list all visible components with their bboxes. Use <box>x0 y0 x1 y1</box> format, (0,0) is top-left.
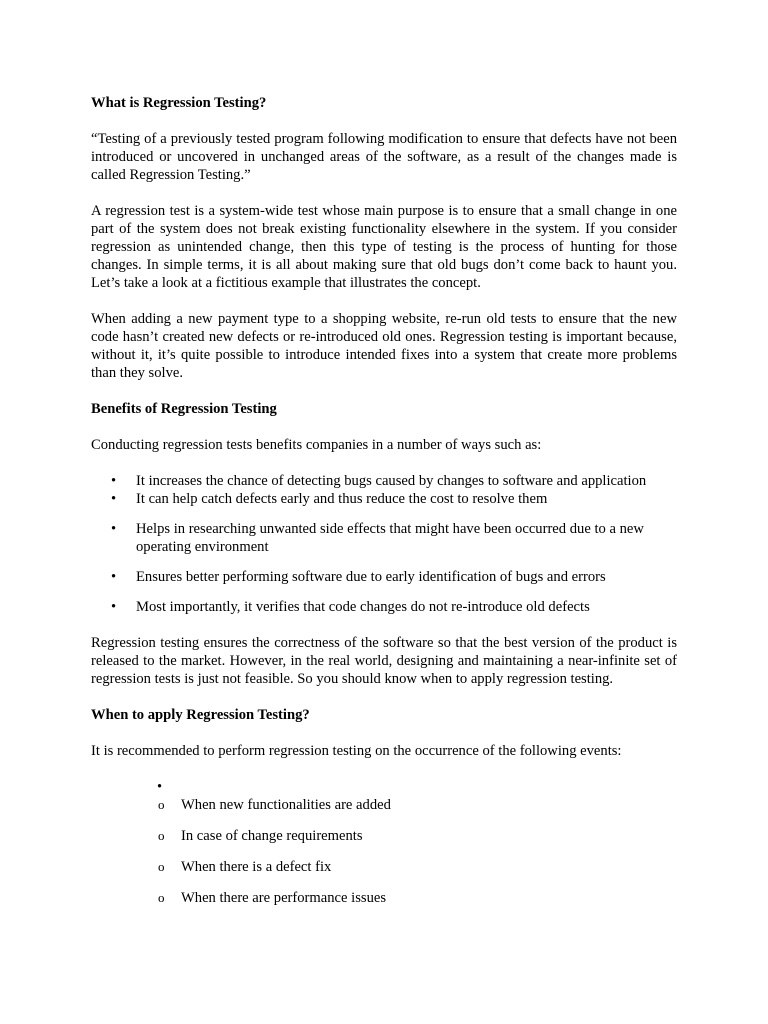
bullet-icon: • <box>111 521 117 537</box>
events-list <box>91 796 677 907</box>
heading-what-is-regression-testing: What is Regression Testing? <box>91 95 267 111</box>
bullet-icon: • <box>111 569 117 585</box>
benefits-list <box>91 472 677 616</box>
paragraph-intro: A regression test is a system-wide test whose main purpose is to ensure that a small change in one part of the system does not break existing functionality elsewhere in the system. If you consider regression as unintended change, then this type of testing is the process of hunting for those changes. In simple terms, it is all about making sure that old bugs don’t come back to haunt you. Let’s take a look at a fictitious example that illustrates the concept. <box>91 203 677 291</box>
benefit-text: It increases the chance of detecting bugs caused by changes to software and application <box>136 473 647 489</box>
empty-list-item <box>91 778 677 796</box>
circle-bullet-icon: o <box>158 890 165 905</box>
bullet-icon: • <box>157 779 163 795</box>
list-item <box>91 472 677 490</box>
bullet-icon: • <box>111 491 117 507</box>
benefit-text: It can help catch defects early and thus reduce the cost to resolve them <box>136 491 548 507</box>
event-text: When new functionalities are added <box>181 797 391 813</box>
heading-benefits: Benefits of Regression Testing <box>91 401 277 417</box>
bullet-icon: • <box>111 599 117 615</box>
list-item <box>91 796 677 814</box>
circle-bullet-icon: o <box>158 828 165 843</box>
benefit-text: Ensures better performing software due to early identification of bugs and errors <box>136 569 606 585</box>
list-item <box>91 858 677 876</box>
circle-bullet-icon: o <box>158 797 165 812</box>
list-item <box>91 520 677 556</box>
paragraph-correctness: Regression testing ensures the correctness of the software so that the best version of the product is released to the market. However, in the real world, designing and maintaining a near-infinite set of regression tests is just not feasible. So you should know when to apply regression testing. <box>91 635 677 687</box>
heading-when-to-apply: When to apply Regression Testing? <box>91 707 310 723</box>
list-item <box>91 827 677 845</box>
document-body <box>91 94 677 920</box>
event-text: When there are performance issues <box>181 890 387 906</box>
circle-bullet-icon: o <box>158 859 165 874</box>
list-item <box>91 490 677 508</box>
paragraph-example: When adding a new payment type to a shopping website, re-run old tests to ensure that the new code hasn’t created new defects or re-introduced old ones. Regression testing is important because, without it, it’s quite possible to introduce intended fixes into a system that create more problems than they solve. <box>91 311 677 381</box>
benefit-text: Most importantly, it verifies that code changes do not re-introduce old defects <box>136 599 590 615</box>
event-text: In case of change requirements <box>181 828 363 844</box>
apply-intro: It is recommended to perform regression testing on the occurrence of the following events: <box>91 743 622 759</box>
list-item <box>91 598 677 616</box>
list-item <box>91 889 677 907</box>
list-item <box>91 568 677 586</box>
definition-quote: “Testing of a previously tested program following modification to ensure that defects have not been introduced or uncovered in unchanged areas of the software, as a result of the changes made is called Regression Testing.” <box>91 131 677 183</box>
event-text: When there is a defect fix <box>181 859 332 875</box>
benefits-intro: Conducting regression tests benefits companies in a number of ways such as: <box>91 437 542 453</box>
benefit-text: Helps in researching unwanted side effects that might have been occurred due to a new operating environment <box>136 521 644 555</box>
bullet-icon: • <box>111 473 117 489</box>
